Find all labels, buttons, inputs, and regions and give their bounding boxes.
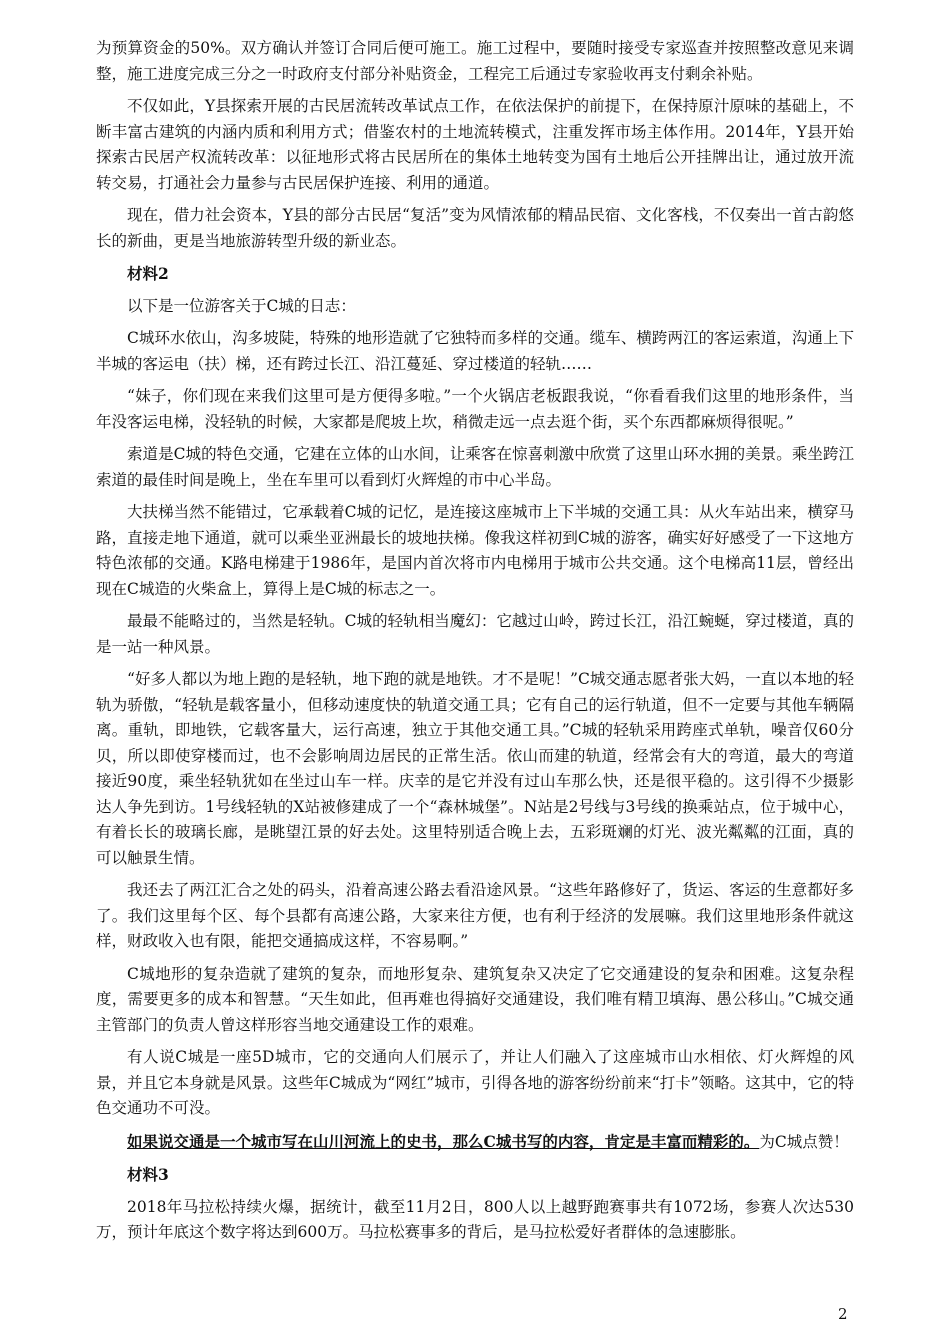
page-number: 2 <box>838 1305 848 1323</box>
paragraph: “妹子，你们现在来我们这里可是方便得多啦。”一个火锅店老板跟我说，“你看看我们这里的地形条件，当年没客运电梯，没轻轨的时候，大家都是爬坡上坎，稍微走远一点去逛个街，买个东西都麻烦得很呢。” <box>96 387 854 431</box>
paragraph: 最最不能略过的，当然是轻轨。C城的轻轨相当魔幻：它越过山岭，跨过长江，沿江蜿蜒，穿过楼道，真的是一站一种风景。 <box>96 612 854 656</box>
section-heading-material-3: 材料3 <box>127 1165 169 1184</box>
paragraph: 现在，借力社会资本，Y县的部分古民居“复活”变为风情浓郁的精品民宿、文化客栈，不仅奏出一首古韵悠长的新曲，更是当地旅游转型升级的新业态。 <box>96 206 854 250</box>
paragraph: C城环水依山，沟多坡陡，特殊的地形造就了它独特而多样的交通。缆车、横跨两江的客运索道，沟通上下半城的客运电（扶）梯，还有跨过长江、沿江蔓延、穿过楼道的轻轨…… <box>96 329 854 373</box>
underlined-sentence: 如果说交通是一个城市写在山川河流上的史书，那么C城书写的内容，肯定是丰富而精彩的。 <box>127 1131 760 1151</box>
paragraph: 有人说C城是一座5D城市，它的交通向人们展示了，并让人们融入了这座城市山水相依、灯火辉煌的风景，并且它本身就是风景。这些年C城成为“网红”城市，引得各地的游客纷纷前来“打卡”领略。这其中，它的特色交通功不可没。 <box>96 1048 854 1117</box>
paragraph: 不仅如此，Y县探索开展的古民居流转改革试点工作，在依法保护的前提下，在保持原汁原味的基础上，不断丰富古建筑的内涵内质和利用方式；借鉴农村的土地流转模式，注重发挥市场主体作用。2014年，Y县开始探索古民居产权流转改革：以征地形式将古民居所在的集体土地转变为国有土地后公开挂牌出让，通过放开流转交易，打通社会力量参与古民居保护连接、利用的通道。 <box>96 97 854 192</box>
paragraph: 大扶梯当然不能错过，它承载着C城的记忆，是连接这座城市上下半城的交通工具：从火车站出来，横穿马路，直接走地下通道，就可以乘坐亚洲最长的坡地扶梯。像我这样初到C城的游客，确实好好感受了一下这地方特色浓郁的交通。K路电梯建于1986年，是国内首次将市内电梯用于城市公共交通。这个电梯高11层，曾经出现在C城造的火柴盒上，算得上是C城的标志之一。 <box>96 503 854 598</box>
section-heading-material-2: 材料2 <box>127 264 169 283</box>
paragraph: 以下是一位游客关于C城的日志： <box>127 296 356 315</box>
sentence-tail: 为C城点赞！ <box>759 1132 849 1151</box>
paragraph: 为预算资金的50%。双方确认并签订合同后便可施工。施工过程中，要随时接受专家巡查并按照整改意见来调整，施工进度完成三分之一时政府支付部分补贴资金，工程完工后通过专家验收再支付剩余补贴。 <box>96 39 854 83</box>
paragraph: 我还去了两江汇合之处的码头，沿着高速公路去看沿途风景。“这些年路修好了，货运、客运的生意都好多了。我们这里每个区、每个县都有高速公路，大家来往方便，也有利于经济的发展嘛。我们这里地形条件就这样，财政收入也有限，能把交通搞成这样，不容易啊。” <box>96 881 854 950</box>
document-body <box>96 36 854 1253</box>
paragraph-highlight <box>96 1129 854 1156</box>
paragraph: 索道是C城的特色交通，它建在立体的山水间，让乘客在惊喜刺激中欣赏了这里山环水拥的美景。乘坐跨江索道的最佳时间是晚上，坐在车里可以看到灯火辉煌的市中心半岛。 <box>96 445 854 489</box>
paragraph: 2018年马拉松持续火爆，据统计，截至11月2日，800人以上越野跑赛事共有1072场，参赛人次达530万，预计年底这个数字将达到600万。马拉松赛事多的背后，是马拉松爱好者群体的急速膨胀。 <box>96 1197 854 1241</box>
paragraph: C城地形的复杂造就了建筑的复杂，而地形复杂、建筑复杂又决定了它交通建设的复杂和困难。这复杂程度，需要更多的成本和智慧。“天生如此，但再难也得搞好交通建设，我们唯有精卫填海、愚公移山。”C城交通主管部门的负责人曾这样形容当地交通建设工作的艰难。 <box>96 964 854 1034</box>
paragraph: “好多人都以为地上跑的是轻轨，地下跑的就是地铁。才不是呢！”C城交通志愿者张大妈，一直以本地的轻轨为骄傲，“轻轨是载客量小，但移动速度快的轨道交通工具；它有自己的运行轨道，但不一定要与其他车辆隔离。重轨，即地铁，它载客量大，运行高速，独立于其他交通工具。”C城的轻轨采用跨座式单轨，噪音仅60分贝，所以即使穿楼而过，也不会影响周边居民的正常生活。依山而建的轨道，经常会有大的弯道，最大的弯道接近90度，乘坐轻轨犹如在坐过山车一样。庆幸的是它并没有过山车那么快，还是很平稳的。这引得不少摄影达人争先到访。1号线轻轨的X站被修建成了一个“森林城堡”。N站是2号线与3号线的换乘站点，位于城中心，有着长长的玻璃长廊，是眺望江景的好去处。这里特别适合晚上去，五彩斑斓的灯光、波光粼粼的江面，真的可以触景生情。 <box>96 670 854 867</box>
